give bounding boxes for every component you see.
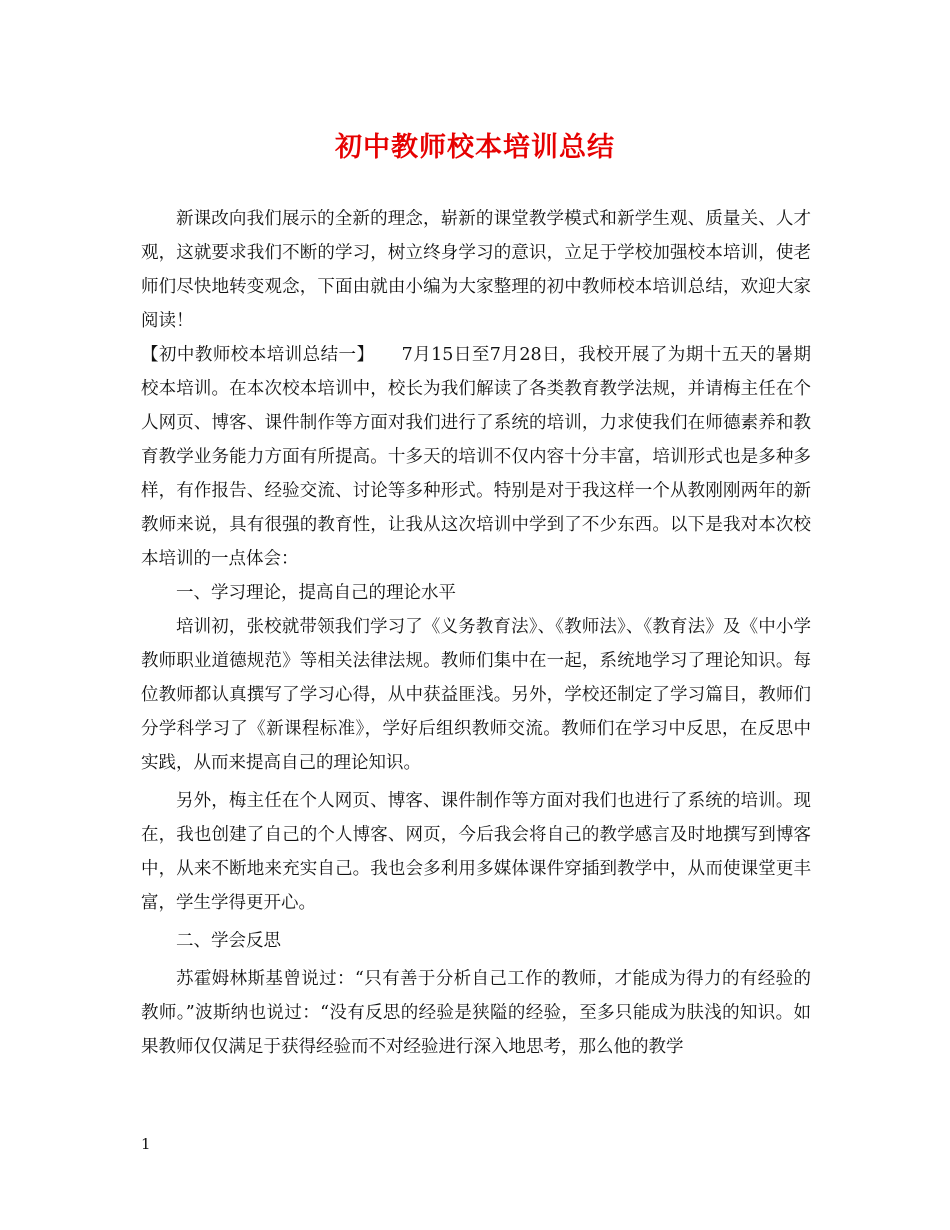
- document-title: 初中教师校本培训总结: [335, 132, 615, 163]
- section-one-paragraph: 【初中教师校本培训总结一】 7月15日至7月28日，我校开展了为期十五天的暑期校本培训。在本次校本培训中，校长为我们解读了各类教育教学法规，并请梅主任在个人网页、博客、课件制作等方面对我们进行了系统的培训，力求使我们在师德素养和教育教学业务能力方面有所提高。十多天的培训不仅内容十分丰富，培训形式也是多种多样，有作报告、经验交流、讨论等多种形式。特别是对于我这样一个从教刚刚两年的新教师来说，具有很强的教育性，让我从这次培训中学到了不少东西。以下是我对本次校本培训的一点体会：: [141, 345, 811, 569]
- heading-reflection: 二、学会反思: [176, 931, 281, 951]
- training-paragraph: 另外，梅主任在个人网页、博客、课件制作等方面对我们也进行了系统的培训。现在，我也创建了自己的个人博客、网页，今后我会将自己的教学感言及时地撰写到博客中，从来不断地来充实自己。我也会多利用多媒体课件穿插到教学中，从而使课堂更丰富，学生学得更开心。: [141, 791, 811, 913]
- theory-paragraph: 培训初，张校就带领我们学习了《义务教育法》、《教师法》、《教育法》及《中小学教师职业道德规范》等相关法律法规。教师们集中在一起，系统地学习了理论知识。每位教师都认真撰写了学习心得，从中获益匪浅。另外，学校还制定了学习篇目，教师们分学科学习了《新课程标准》，学好后组织教师交流。教师们在学习中反思，在反思中实践，从而来提高自己的理论知识。: [141, 617, 811, 773]
- document-body: [141, 202, 811, 1064]
- reflection-paragraph: 苏霍姆林斯基曾说过：“只有善于分析自己工作的教师，才能成为得力的有经验的教师。”波斯纳也说过：“没有反思的经验是狭隘的经验，至多只能成为肤浅的知识。如果教师仅仅满足于获得经验而不对经验进行深入地思考，那么他的教学: [141, 969, 811, 1057]
- heading-learn-theory: 一、学习理论，提高自己的理论水平: [176, 583, 456, 603]
- intro-paragraph: 新课改向我们展示的全新的理念，崭新的课堂教学模式和新学生观、质量关、人才观，这就要求我们不断的学习，树立终身学习的意识，立足于学校加强校本培训，使老师们尽快地转变观念，下面由就由小编为大家整理的初中教师校本培训总结，欢迎大家阅读！: [141, 209, 811, 331]
- page-number: 1: [141, 1135, 151, 1153]
